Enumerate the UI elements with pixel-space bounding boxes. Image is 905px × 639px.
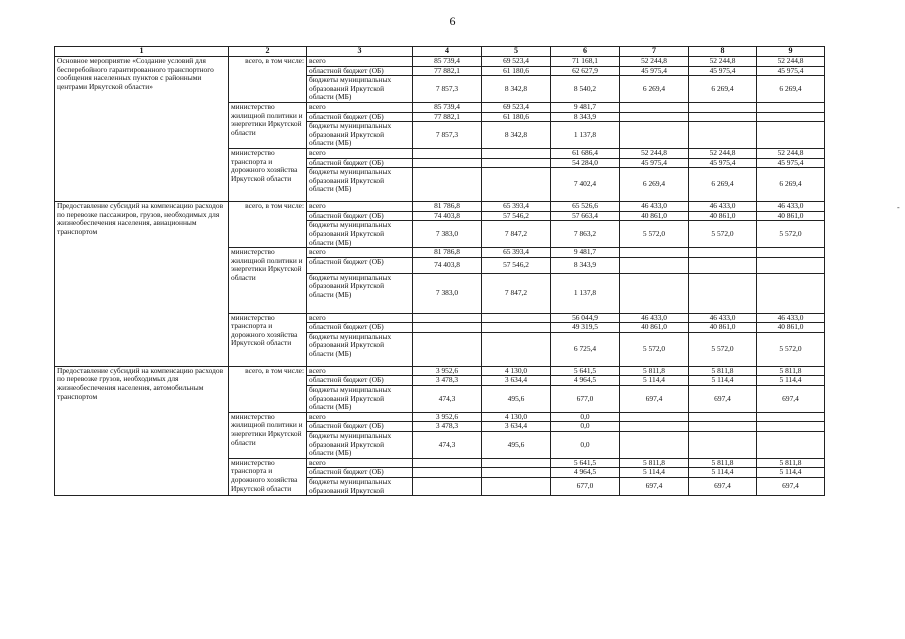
value-cell-col-4: 81 786,8 bbox=[413, 202, 482, 212]
value-cell-col-5: 8 342,8 bbox=[482, 76, 551, 103]
value-cell-col-9 bbox=[757, 248, 825, 258]
value-cell-col-4: 74 403,8 bbox=[413, 211, 482, 221]
value-cell-col-4 bbox=[413, 332, 482, 366]
value-cell-col-8 bbox=[689, 422, 757, 432]
value-cell-col-9: 46 433,0 bbox=[757, 313, 825, 323]
value-cell-col-8 bbox=[689, 273, 757, 313]
funding-source-cell: всего bbox=[307, 313, 413, 323]
value-cell-col-8: 52 244,8 bbox=[689, 57, 757, 67]
funding-source-cell: областной бюджет (ОБ) bbox=[307, 158, 413, 168]
value-cell-col-4: 3 478,3 bbox=[413, 422, 482, 432]
value-cell-col-6: 0,0 bbox=[551, 422, 620, 432]
value-cell-col-9: 52 244,8 bbox=[757, 57, 825, 67]
value-cell-col-5 bbox=[482, 458, 551, 468]
value-cell-col-5: 3 634,4 bbox=[482, 422, 551, 432]
value-cell-col-8: 5 114,4 bbox=[689, 468, 757, 478]
value-cell-col-9: 5 572,0 bbox=[757, 332, 825, 366]
value-cell-col-5 bbox=[482, 158, 551, 168]
header-col-1: 1 bbox=[55, 47, 229, 57]
value-cell-col-4 bbox=[413, 148, 482, 158]
value-cell-col-5 bbox=[482, 332, 551, 366]
value-cell-col-4: 7 383,0 bbox=[413, 221, 482, 248]
value-cell-col-7: 40 861,0 bbox=[620, 211, 689, 221]
table-row bbox=[55, 366, 825, 376]
value-cell-col-4 bbox=[413, 323, 482, 333]
value-cell-col-6: 57 663,4 bbox=[551, 211, 620, 221]
funding-source-cell: всего bbox=[307, 102, 413, 112]
funding-source-cell: бюджеты муниципальных образований Иркутской области (МБ) bbox=[307, 386, 413, 413]
funding-source-cell: бюджеты муниципальных образований Иркутской области (МБ) bbox=[307, 432, 413, 459]
value-cell-col-7 bbox=[620, 102, 689, 112]
value-cell-col-9: 40 861,0 bbox=[757, 323, 825, 333]
value-cell-col-7: 40 861,0 bbox=[620, 323, 689, 333]
value-cell-col-9: 5 114,4 bbox=[757, 468, 825, 478]
header-col-7: 7 bbox=[620, 47, 689, 57]
side-mark: - bbox=[897, 203, 900, 212]
funding-source-cell: областной бюджет (ОБ) bbox=[307, 211, 413, 221]
value-cell-col-8: 40 861,0 bbox=[689, 211, 757, 221]
value-cell-col-6: 56 044,9 bbox=[551, 313, 620, 323]
value-cell-col-9 bbox=[757, 122, 825, 149]
executor-cell: министерство жилищной политики и энергетики Иркутской области bbox=[229, 248, 307, 314]
value-cell-col-4 bbox=[413, 168, 482, 202]
value-cell-col-8: 697,4 bbox=[689, 386, 757, 413]
value-cell-col-7 bbox=[620, 257, 689, 273]
value-cell-col-6: 54 284,0 bbox=[551, 158, 620, 168]
value-cell-col-4: 7 857,3 bbox=[413, 122, 482, 149]
executor-cell: всего, в том числе: bbox=[229, 57, 307, 103]
activity-description: Основное мероприятие «Создание условий для бесперебойного гарантированного транспортного сообщения населенных пунктов с районными центрами Иркутской области» bbox=[55, 57, 229, 202]
value-cell-col-6: 49 319,5 bbox=[551, 323, 620, 333]
value-cell-col-6: 7 402,4 bbox=[551, 168, 620, 202]
value-cell-col-9 bbox=[757, 432, 825, 459]
value-cell-col-5: 8 342,8 bbox=[482, 122, 551, 149]
value-cell-col-4: 74 403,8 bbox=[413, 257, 482, 273]
value-cell-col-7: 52 244,8 bbox=[620, 148, 689, 158]
value-cell-col-7 bbox=[620, 122, 689, 149]
value-cell-col-6: 71 168,1 bbox=[551, 57, 620, 67]
value-cell-col-6: 61 686,4 bbox=[551, 148, 620, 158]
executor-cell: министерство жилищной политики и энергетики Иркутской области bbox=[229, 102, 307, 148]
header-col-8: 8 bbox=[689, 47, 757, 57]
funding-source-cell: областной бюджет (ОБ) bbox=[307, 112, 413, 122]
budget-table-body bbox=[55, 47, 825, 496]
value-cell-col-9: 46 433,0 bbox=[757, 202, 825, 212]
value-cell-col-4: 474,3 bbox=[413, 386, 482, 413]
value-cell-col-9: 5 572,0 bbox=[757, 221, 825, 248]
value-cell-col-6: 1 137,8 bbox=[551, 273, 620, 313]
value-cell-col-7 bbox=[620, 412, 689, 422]
value-cell-col-7 bbox=[620, 112, 689, 122]
value-cell-col-4: 3 952,6 bbox=[413, 412, 482, 422]
value-cell-col-7: 52 244,8 bbox=[620, 57, 689, 67]
value-cell-col-7 bbox=[620, 248, 689, 258]
funding-source-cell: всего bbox=[307, 148, 413, 158]
value-cell-col-9: 697,4 bbox=[757, 478, 825, 496]
value-cell-col-5 bbox=[482, 313, 551, 323]
value-cell-col-5: 7 847,2 bbox=[482, 221, 551, 248]
activity-description: Предоставление субсидий на компенсацию расходов по перевозке пассажиров, грузов, необходимых для жизнеобеспечения населения, авиационным транспортом bbox=[55, 202, 229, 367]
value-cell-col-4: 474,3 bbox=[413, 432, 482, 459]
value-cell-col-9: 45 975,4 bbox=[757, 158, 825, 168]
value-cell-col-8: 5 114,4 bbox=[689, 376, 757, 386]
value-cell-col-8: 6 269,4 bbox=[689, 76, 757, 103]
value-cell-col-8 bbox=[689, 102, 757, 112]
value-cell-col-8: 40 861,0 bbox=[689, 323, 757, 333]
value-cell-col-6: 0,0 bbox=[551, 432, 620, 459]
value-cell-col-5: 495,6 bbox=[482, 386, 551, 413]
funding-source-cell: бюджеты муниципальных образований Иркутской области (МБ) bbox=[307, 273, 413, 313]
value-cell-col-6: 1 137,8 bbox=[551, 122, 620, 149]
value-cell-col-5: 61 180,6 bbox=[482, 66, 551, 76]
funding-source-cell: бюджеты муниципальных образований Иркутской области (МБ) bbox=[307, 76, 413, 103]
value-cell-col-7: 5 572,0 bbox=[620, 332, 689, 366]
value-cell-col-6: 8 540,2 bbox=[551, 76, 620, 103]
budget-table-container bbox=[54, 46, 824, 496]
value-cell-col-8 bbox=[689, 122, 757, 149]
value-cell-col-4 bbox=[413, 478, 482, 496]
value-cell-col-5: 4 130,0 bbox=[482, 366, 551, 376]
executor-cell: всего, в том числе: bbox=[229, 202, 307, 248]
value-cell-col-9 bbox=[757, 102, 825, 112]
value-cell-col-5: 7 847,2 bbox=[482, 273, 551, 313]
value-cell-col-5: 65 393,4 bbox=[482, 248, 551, 258]
value-cell-col-9: 6 269,4 bbox=[757, 168, 825, 202]
value-cell-col-8: 6 269,4 bbox=[689, 168, 757, 202]
value-cell-col-7 bbox=[620, 422, 689, 432]
value-cell-col-5 bbox=[482, 148, 551, 158]
value-cell-col-4: 81 786,8 bbox=[413, 248, 482, 258]
value-cell-col-8 bbox=[689, 248, 757, 258]
budget-table bbox=[54, 46, 825, 496]
value-cell-col-8: 5 572,0 bbox=[689, 221, 757, 248]
value-cell-col-8: 697,4 bbox=[689, 478, 757, 496]
header-row bbox=[55, 47, 825, 57]
value-cell-col-8 bbox=[689, 412, 757, 422]
value-cell-col-8 bbox=[689, 432, 757, 459]
value-cell-col-4 bbox=[413, 313, 482, 323]
value-cell-col-7: 46 433,0 bbox=[620, 202, 689, 212]
value-cell-col-5: 69 523,4 bbox=[482, 102, 551, 112]
value-cell-col-7 bbox=[620, 273, 689, 313]
page-number: 6 bbox=[449, 14, 456, 28]
value-cell-col-8: 45 975,4 bbox=[689, 158, 757, 168]
value-cell-col-9 bbox=[757, 257, 825, 273]
value-cell-col-9: 52 244,8 bbox=[757, 148, 825, 158]
value-cell-col-6: 0,0 bbox=[551, 412, 620, 422]
value-cell-col-4: 85 739,4 bbox=[413, 102, 482, 112]
value-cell-col-8: 46 433,0 bbox=[689, 313, 757, 323]
executor-cell: министерство транспорта и дорожного хозяйства Иркутской области bbox=[229, 148, 307, 201]
funding-source-cell: областной бюджет (ОБ) bbox=[307, 422, 413, 432]
header-col-4: 4 bbox=[413, 47, 482, 57]
table-row bbox=[55, 202, 825, 212]
header-col-2: 2 bbox=[229, 47, 307, 57]
value-cell-col-5: 4 130,0 bbox=[482, 412, 551, 422]
value-cell-col-6: 4 964,5 bbox=[551, 376, 620, 386]
value-cell-col-9 bbox=[757, 422, 825, 432]
value-cell-col-8: 45 975,4 bbox=[689, 66, 757, 76]
funding-source-cell: бюджеты муниципальных образований Иркутской bbox=[307, 478, 413, 496]
header-col-3: 3 bbox=[307, 47, 413, 57]
executor-cell: министерство транспорта и дорожного хозяйства Иркутской области bbox=[229, 458, 307, 495]
value-cell-col-4: 77 882,1 bbox=[413, 66, 482, 76]
value-cell-col-6: 65 526,6 bbox=[551, 202, 620, 212]
executor-cell: министерство транспорта и дорожного хозяйства Иркутской области bbox=[229, 313, 307, 366]
activity-description: Предоставление субсидий на компенсацию расходов по перевозке грузов, необходимых для жизнеобеспечения населения, автомобильным транспортом bbox=[55, 366, 229, 495]
value-cell-col-7: 45 975,4 bbox=[620, 158, 689, 168]
value-cell-col-9: 697,4 bbox=[757, 386, 825, 413]
funding-source-cell: бюджеты муниципальных образований Иркутской области (МБ) bbox=[307, 122, 413, 149]
funding-source-cell: всего bbox=[307, 458, 413, 468]
value-cell-col-7: 697,4 bbox=[620, 386, 689, 413]
funding-source-cell: всего bbox=[307, 248, 413, 258]
value-cell-col-5 bbox=[482, 478, 551, 496]
value-cell-col-6: 8 343,9 bbox=[551, 112, 620, 122]
value-cell-col-6: 5 641,5 bbox=[551, 458, 620, 468]
value-cell-col-4 bbox=[413, 158, 482, 168]
value-cell-col-7: 45 975,4 bbox=[620, 66, 689, 76]
value-cell-col-7 bbox=[620, 432, 689, 459]
value-cell-col-9: 5 811,8 bbox=[757, 366, 825, 376]
value-cell-col-9: 45 975,4 bbox=[757, 66, 825, 76]
value-cell-col-5 bbox=[482, 468, 551, 478]
value-cell-col-9 bbox=[757, 273, 825, 313]
funding-source-cell: всего bbox=[307, 412, 413, 422]
executor-cell: всего, в том числе: bbox=[229, 366, 307, 412]
value-cell-col-7: 5 572,0 bbox=[620, 221, 689, 248]
value-cell-col-8: 5 811,8 bbox=[689, 458, 757, 468]
value-cell-col-9: 5 114,4 bbox=[757, 376, 825, 386]
value-cell-col-9 bbox=[757, 112, 825, 122]
value-cell-col-4 bbox=[413, 468, 482, 478]
value-cell-col-8: 5 572,0 bbox=[689, 332, 757, 366]
value-cell-col-5 bbox=[482, 323, 551, 333]
header-col-6: 6 bbox=[551, 47, 620, 57]
value-cell-col-6: 6 725,4 bbox=[551, 332, 620, 366]
value-cell-col-5: 69 523,4 bbox=[482, 57, 551, 67]
value-cell-col-6: 5 641,5 bbox=[551, 366, 620, 376]
value-cell-col-7: 5 811,8 bbox=[620, 458, 689, 468]
value-cell-col-5 bbox=[482, 168, 551, 202]
value-cell-col-9 bbox=[757, 412, 825, 422]
value-cell-col-5: 495,6 bbox=[482, 432, 551, 459]
value-cell-col-6: 7 863,2 bbox=[551, 221, 620, 248]
funding-source-cell: областной бюджет (ОБ) bbox=[307, 468, 413, 478]
funding-source-cell: всего bbox=[307, 366, 413, 376]
value-cell-col-8 bbox=[689, 112, 757, 122]
executor-cell: министерство жилищной политики и энергетики Иркутской области bbox=[229, 412, 307, 458]
value-cell-col-7: 46 433,0 bbox=[620, 313, 689, 323]
value-cell-col-4: 77 882,1 bbox=[413, 112, 482, 122]
header-col-9: 9 bbox=[757, 47, 825, 57]
value-cell-col-4: 7 857,3 bbox=[413, 76, 482, 103]
value-cell-col-7: 5 114,4 bbox=[620, 468, 689, 478]
value-cell-col-6: 9 481,7 bbox=[551, 102, 620, 112]
funding-source-cell: бюджеты муниципальных образований Иркутской области (МБ) bbox=[307, 332, 413, 366]
value-cell-col-9: 5 811,8 bbox=[757, 458, 825, 468]
funding-source-cell: бюджеты муниципальных образований Иркутской области (МБ) bbox=[307, 168, 413, 202]
value-cell-col-6: 677,0 bbox=[551, 386, 620, 413]
value-cell-col-5: 3 634,4 bbox=[482, 376, 551, 386]
header-col-5: 5 bbox=[482, 47, 551, 57]
funding-source-cell: всего bbox=[307, 202, 413, 212]
funding-source-cell: всего bbox=[307, 57, 413, 67]
value-cell-col-5: 57 546,2 bbox=[482, 257, 551, 273]
value-cell-col-4: 7 383,0 bbox=[413, 273, 482, 313]
value-cell-col-9: 40 861,0 bbox=[757, 211, 825, 221]
funding-source-cell: областной бюджет (ОБ) bbox=[307, 66, 413, 76]
value-cell-col-5: 57 546,2 bbox=[482, 211, 551, 221]
value-cell-col-8: 46 433,0 bbox=[689, 202, 757, 212]
value-cell-col-6: 62 627,9 bbox=[551, 66, 620, 76]
value-cell-col-7: 697,4 bbox=[620, 478, 689, 496]
value-cell-col-4: 85 739,4 bbox=[413, 57, 482, 67]
value-cell-col-4: 3 952,6 bbox=[413, 366, 482, 376]
value-cell-col-4: 3 478,3 bbox=[413, 376, 482, 386]
value-cell-col-7: 5 811,8 bbox=[620, 366, 689, 376]
value-cell-col-7: 6 269,4 bbox=[620, 76, 689, 103]
value-cell-col-6: 8 343,9 bbox=[551, 257, 620, 273]
value-cell-col-4 bbox=[413, 458, 482, 468]
funding-source-cell: областной бюджет (ОБ) bbox=[307, 257, 413, 273]
value-cell-col-6: 4 964,5 bbox=[551, 468, 620, 478]
table-row bbox=[55, 57, 825, 67]
value-cell-col-6: 677,0 bbox=[551, 478, 620, 496]
value-cell-col-6: 9 481,7 bbox=[551, 248, 620, 258]
value-cell-col-5: 65 393,4 bbox=[482, 202, 551, 212]
value-cell-col-8: 52 244,8 bbox=[689, 148, 757, 158]
value-cell-col-9: 6 269,4 bbox=[757, 76, 825, 103]
value-cell-col-8: 5 811,8 bbox=[689, 366, 757, 376]
funding-source-cell: областной бюджет (ОБ) bbox=[307, 376, 413, 386]
funding-source-cell: областной бюджет (ОБ) bbox=[307, 323, 413, 333]
value-cell-col-5: 61 180,6 bbox=[482, 112, 551, 122]
value-cell-col-7: 5 114,4 bbox=[620, 376, 689, 386]
value-cell-col-8 bbox=[689, 257, 757, 273]
funding-source-cell: бюджеты муниципальных образований Иркутской области (МБ) bbox=[307, 221, 413, 248]
value-cell-col-7: 6 269,4 bbox=[620, 168, 689, 202]
